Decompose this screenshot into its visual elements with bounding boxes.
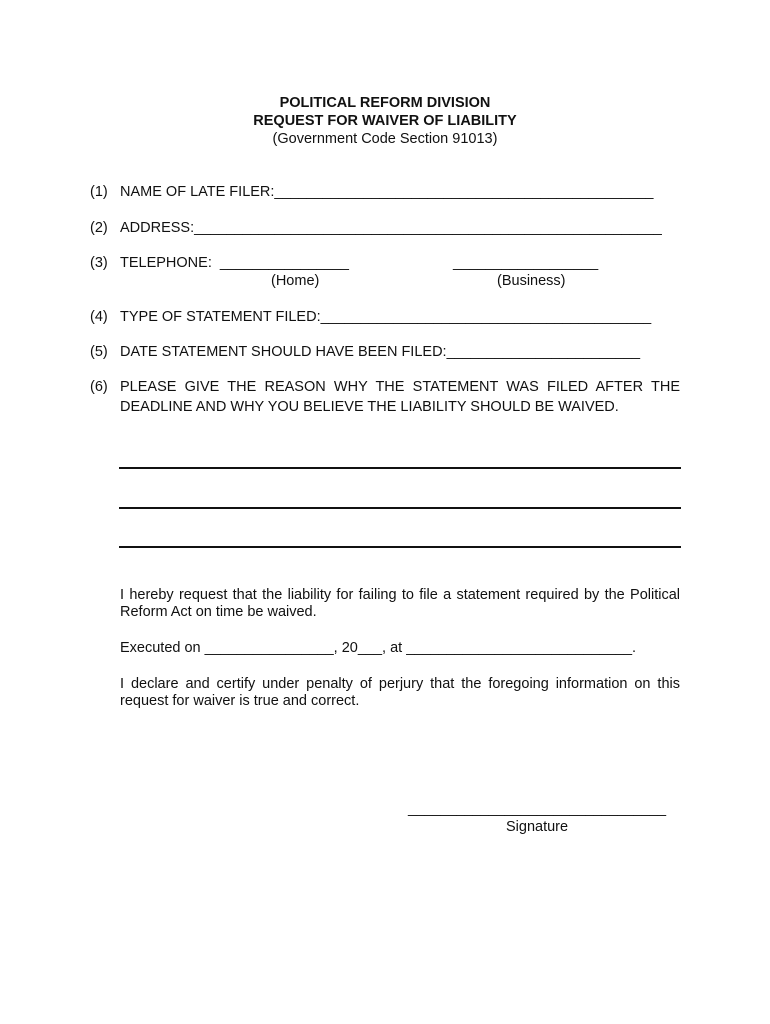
- item-number-6: (6): [90, 379, 108, 395]
- signature-label: Signature: [506, 819, 569, 835]
- reason-prompt-line-1: PLEASE GIVE THE REASON WHY THE STATEMENT WAS FILED AFTER THE: [120, 379, 680, 395]
- reason-prompt-line-2: DEADLINE AND WHY YOU BELIEVE THE LIABILITY SHOULD BE WAIVED.: [120, 399, 619, 415]
- perjury-certification: I declare and certify under penalty of perjury that the foregoing information on this request for waiver is true and correct.: [120, 676, 680, 709]
- item-number-1: (1): [90, 184, 108, 200]
- form-title: REQUEST FOR WAIVER OF LIABILITY: [253, 113, 517, 129]
- reason-answer-line[interactable]: [119, 507, 681, 509]
- executed-on-field[interactable]: Executed on ________________, 20___, at ____________________________.: [120, 640, 637, 656]
- reason-answer-line[interactable]: [119, 546, 681, 548]
- form-subtitle: (Government Code Section 91013): [272, 131, 498, 147]
- statement-type-field[interactable]: TYPE OF STATEMENT FILED:_________________________________________: [120, 309, 652, 325]
- home-label: (Home): [271, 273, 320, 289]
- reason-answer-line[interactable]: [119, 467, 681, 469]
- item-number-4: (4): [90, 309, 108, 325]
- item-number-3: (3): [90, 255, 108, 271]
- item-number-2: (2): [90, 220, 108, 236]
- signature-line[interactable]: ________________________________: [408, 801, 667, 817]
- division-heading: POLITICAL REFORM DIVISION: [279, 95, 491, 111]
- business-label: (Business): [497, 273, 566, 289]
- due-date-field[interactable]: DATE STATEMENT SHOULD HAVE BEEN FILED:________________________: [120, 344, 641, 360]
- telephone-home-field[interactable]: TELEPHONE: ________________: [120, 255, 349, 271]
- address-field[interactable]: ADDRESS:__________________________________________________________: [120, 220, 662, 236]
- waiver-request-statement: I hereby request that the liability for failing to file a statement required by the Political Reform Act on time be waived.: [120, 587, 680, 620]
- late-filer-name-field[interactable]: NAME OF LATE FILER:_______________________________________________: [120, 184, 654, 200]
- item-number-5: (5): [90, 344, 108, 360]
- telephone-business-field[interactable]: __________________: [453, 255, 599, 271]
